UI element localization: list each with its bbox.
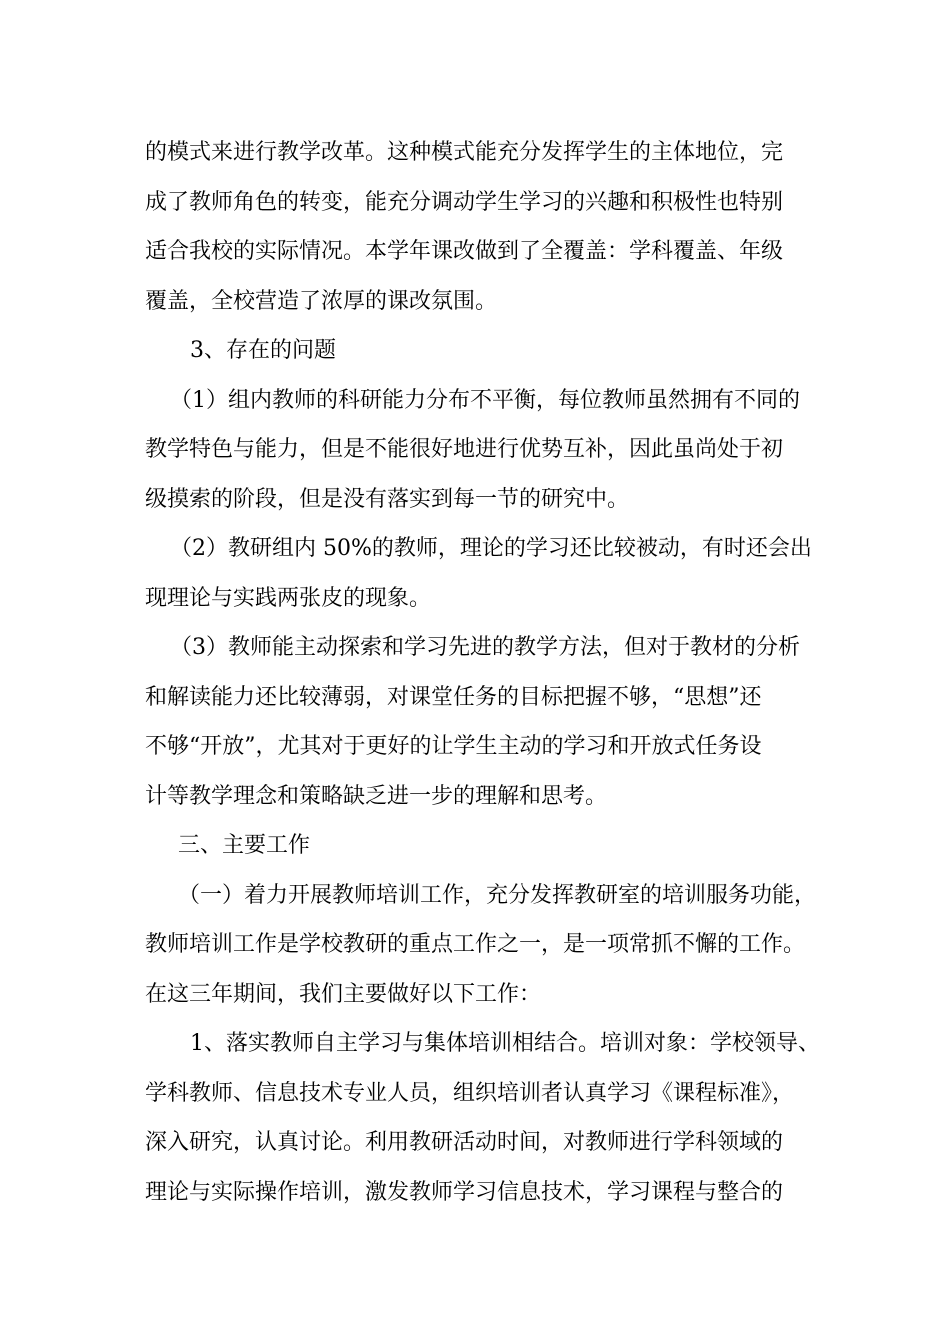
section-heading-problems: 3、存在的问题 [190,338,336,363]
text-line-13: 不够“开放”，尤其对于更好的让学生主动的学习和开放式任务设 [145,734,762,759]
text-line-11: （3）教师能主动探索和学习先进的教学方法，但对于教材的分析 [170,635,800,660]
text-line-10: 现理论与实践两张皮的现象。 [145,586,432,611]
text-line-20: 学科教师、信息技术专业人员，组织培训者认真学习《课程标准》， [145,1081,795,1106]
text-line-4: 覆盖，全校营造了浓厚的课改氛围。 [145,289,498,314]
text-line-7: 教学特色与能力，但是不能很好地进行优势互补，因此虽尚处于初 [145,437,784,462]
text-line-1: 的模式来进行教学改革。这种模式能充分发挥学生的主体地位，完 [145,140,784,165]
text-line-21: 深入研究，认真讨论。利用教研活动时间，对教师进行学科领域的 [145,1130,784,1155]
text-line-2: 成了教师角色的转变，能充分调动学生学习的兴趣和积极性也特别 [145,190,784,215]
text-line-6: （1）组内教师的科研能力分布不平衡，每位教师虽然拥有不同的 [170,388,800,413]
text-line-3: 适合我校的实际情况。本学年课改做到了全覆盖：学科覆盖、年级 [145,239,784,264]
text-line-18: 在这三年期间，我们主要做好以下工作： [145,982,542,1007]
text-line-12: 和解读能力还比较薄弱，对课堂任务的目标把握不够，“思想”还 [145,685,762,710]
text-line-8: 级摸索的阶段，但是没有落实到每一节的研究中。 [145,487,630,512]
text-line-19: 1、落实教师自主学习与集体培训相结合。培训对象：学校领导、 [190,1031,820,1056]
text-line-22: 理论与实际操作培训，激发教师学习信息技术，学习课程与整合的 [145,1180,784,1205]
text-line-14: 计等教学理念和策略缺乏进一步的理解和思考。 [145,784,608,809]
section-heading-main-work: 三、主要工作 [178,833,311,858]
text-line-17: 教师培训工作是学校教研的重点工作之一，是一项常抓不懈的工作。 [145,932,806,957]
text-line-16: （一）着力开展教师培训工作，充分发挥教研室的培训服务功能， [178,883,817,908]
text-line-9: （2）教研组内 50%的教师，理论的学习还比较被动，有时还会出 [170,536,812,561]
